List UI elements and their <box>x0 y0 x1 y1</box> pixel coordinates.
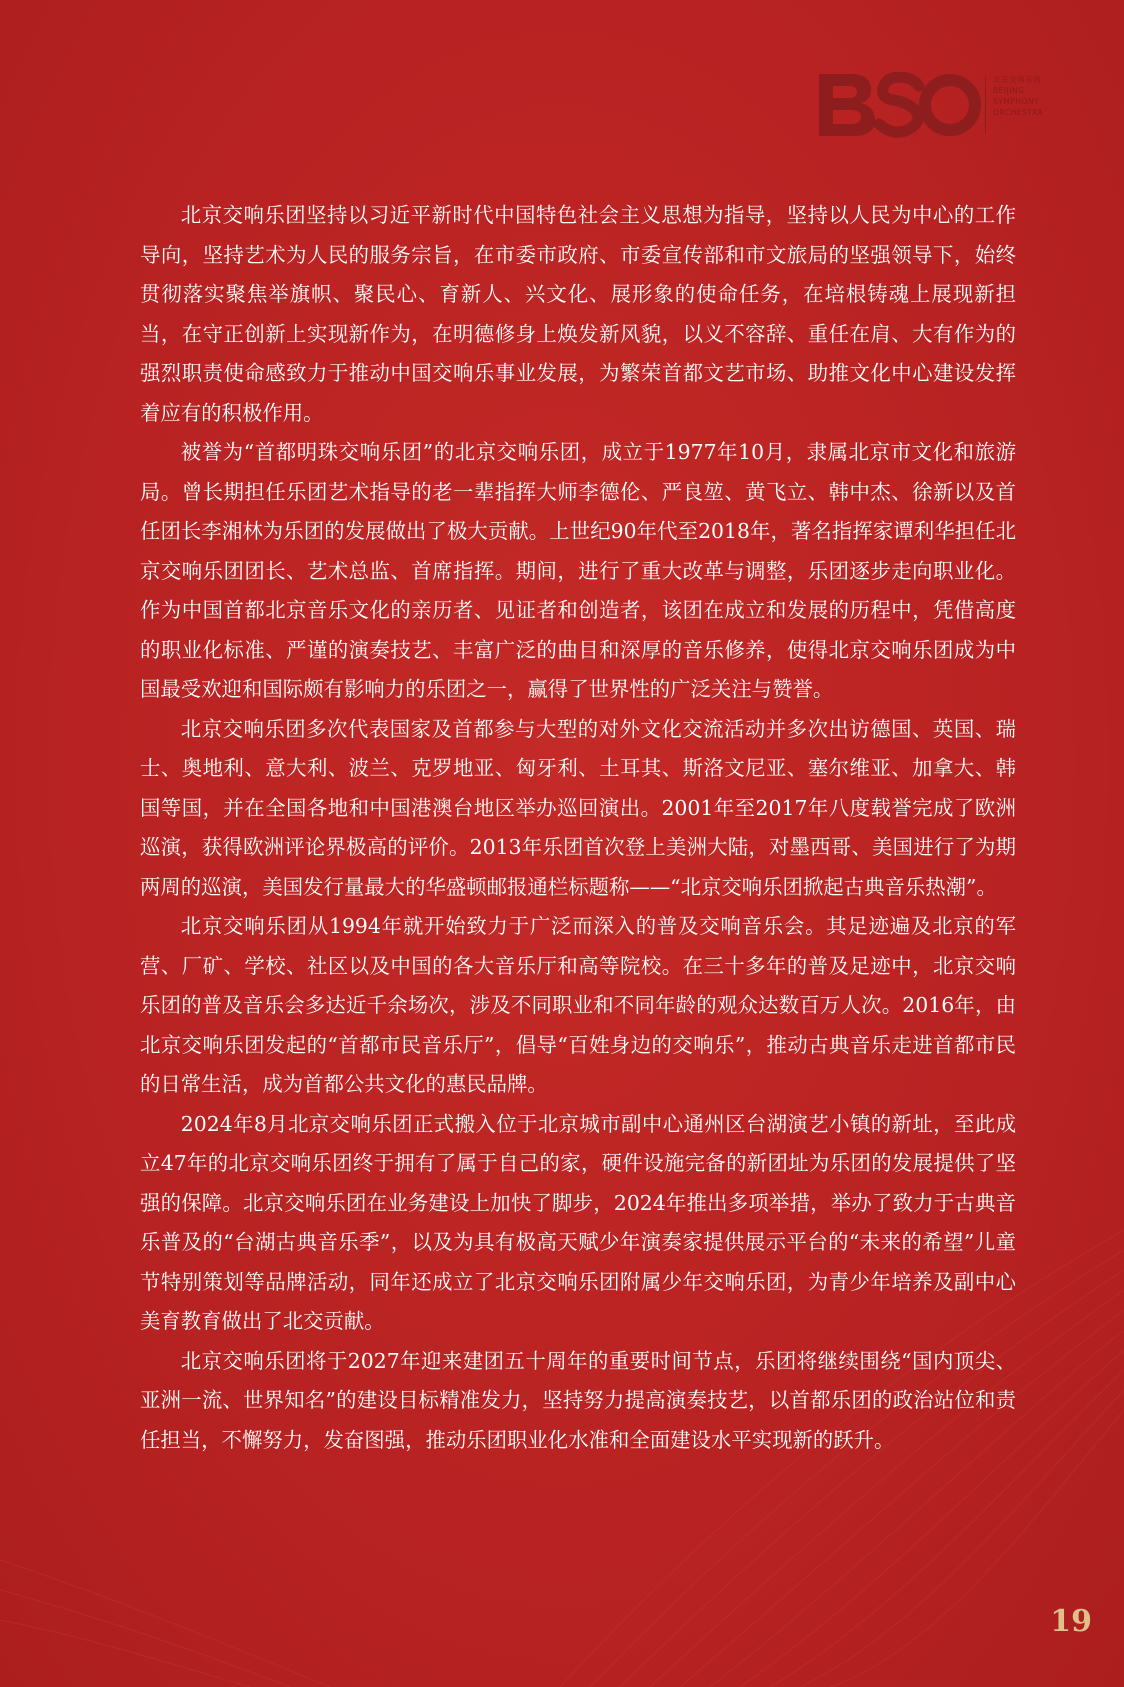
logo-line: SYMPHONY <box>993 97 1040 106</box>
article-body <box>140 196 1016 1460</box>
paragraph: 被誉为“首都明珠交响乐团”的北京交响乐团，成立于1977年10月，隶属北京市文化和旅游局。曾长期担任乐团艺术指导的老一辈指挥大师李德伦、严良堃、黄飞立、韩中杰、徐新以及首任团长李湘林为乐团的发展做出了极大贡献。上世纪90年代至2018年，著名指挥家谭利华担任北京交响乐团团长、艺术总监、首席指挥。期间，进行了重大改革与调整，乐团逐步走向职业化。作为中国首都北京音乐文化的亲历者、见证者和创造者，该团在成立和发展的历程中，凭借高度的职业化标准、严谨的演奏技艺、丰富广泛的曲目和深厚的音乐修养，使得北京交响乐团成为中国最受欢迎和国际颇有影响力的乐团之一，赢得了世界性的广泛关注与赞誉。 <box>140 440 1016 701</box>
page-number: 19 <box>1050 1604 1092 1639</box>
paragraph: 北京交响乐团多次代表国家及首都参与大型的对外文化交流活动并多次出访德国、英国、瑞士、奥地利、意大利、波兰、克罗地亚、匈牙利、土耳其、斯洛文尼亚、塞尔维亚、加拿大、韩国等国，并在全国各地和中国港澳台地区举办巡回演出。2001年至2017年八度载誉完成了欧洲巡演，获得欧洲评论界极高的评价。2013年乐团首次登上美洲大陆，对墨西哥、美国进行了为期两周的巡演，美国发行量最大的华盛顿邮报通栏标题称——“北京交响乐团掀起古典音乐热潮”。 <box>140 716 1016 899</box>
paragraph: 2024年8月北京交响乐团正式搬入位于北京城市副中心通州区台湖演艺小镇的新址，至此成立47年的北京交响乐团终于拥有了属于自己的家，硬件设施完备的新团址为乐团的发展提供了坚强的保障。北京交响乐团在业务建设上加快了脚步，2024年推出多项举措，举办了致力于古典音乐普及的“台湖古典音乐季”，以及为具有极高天赋少年演奏家提供展示平台的“未来的希望”儿童节特别策划等品牌活动，同年还成立了北京交响乐团附属少年交响乐团，为青少年培养及副中心美育教育做出了北交贡献。 <box>140 1111 1016 1333</box>
logo-line: BEIJING <box>993 86 1025 95</box>
logo-line: 北京交响乐团 <box>993 75 1041 84</box>
paragraph: 北京交响乐团从1994年就开始致力于广泛而深入的普及交响音乐会。其足迹遍及北京的军营、厂矿、学校、社区以及中国的各大音乐厅和高等院校。在三十多年的普及足迹中，北京交响乐团的普及音乐会多达近千余场次，涉及不同职业和不同年龄的观众达数百万人次。2016年，由北京交响乐团发起的“首都市民音乐厅”，倡导“百姓身边的交响乐”，推动古典音乐走进首都市民的日常生活，成为首都公共文化的惠民品牌。 <box>140 914 1016 1096</box>
logo-text <box>993 74 1083 118</box>
logo-line: ORCHESTRA <box>993 108 1044 117</box>
paragraph: 北京交响乐团将于2027年迎来建团五十周年的重要时间节点，乐团将继续围绕“国内顶尖、亚洲一流、世界知名”的建设目标精准发力，坚持努力提高演奏技艺，以首都乐团的政治站位和责任担当，不懈努力，发奋图强，推动乐团职业化水准和全面建设水平实现新的跃升。 <box>140 1348 1016 1452</box>
paragraph: 北京交响乐团坚持以习近平新时代中国特色社会主义思想为指导，坚持以人民为中心的工作导向，坚持艺术为人民的服务宗旨，在市委市政府、市委宣传部和市文旅局的坚强领导下，始终贯彻落实聚焦举旗帜、聚民心、育新人、兴文化、展形象的使命任务，在培根铸魂上展现新担当，在守正创新上实现新作为，在明德修身上焕发新风貌，以义不容辞、重任在肩、大有作为的强烈职责使命感致力于推动中国交响乐事业发展，为繁荣首都文艺市场、助推文化中心建设发挥着应有的积极作用。 <box>140 203 1016 425</box>
